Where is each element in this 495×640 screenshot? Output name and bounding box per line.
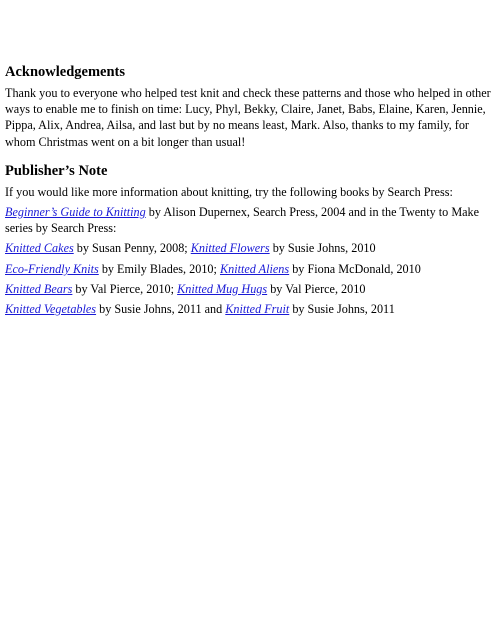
book-line-text: by Val Pierce, 2010 bbox=[267, 281, 366, 296]
link-knitted-fruit[interactable]: Knitted Fruit bbox=[225, 302, 290, 317]
link-eco-friendly-knits[interactable]: Eco-Friendly Knits bbox=[5, 261, 99, 276]
acknowledgements-heading: Acknowledgements bbox=[5, 64, 126, 80]
publishers-note-section bbox=[5, 162, 491, 317]
book-line-text: by Emily Blades, 2010; bbox=[98, 261, 220, 276]
acknowledgements-section bbox=[5, 63, 491, 150]
book-line-vegetables-fruit bbox=[5, 301, 491, 317]
book-line-text: by Susan Penny, 2008; bbox=[73, 241, 191, 256]
book-line-text: by Alison Dupernex, Search Press, 2004 and in the Twenty to Make series by Search Press: bbox=[5, 205, 480, 236]
link-knitted-cakes[interactable]: Knitted Cakes bbox=[5, 241, 74, 256]
link-knitted-vegetables[interactable]: Knitted Vegetables bbox=[5, 302, 97, 317]
link-knitted-flowers[interactable]: Knitted Flowers bbox=[190, 241, 270, 256]
book-line-text: by Susie Johns, 2010 bbox=[269, 241, 376, 256]
link-knitted-mug-hugs[interactable]: Knitted Mug Hugs bbox=[177, 281, 268, 296]
acknowledgements-body: Thank you to everyone who helped test knit and check these patterns and those who helped in other ways to enable me to finish on time: Lucy, Phyl, Bekky, Claire, Janet, Babs, Elaine, Karen, Jennie, Pippa, Alix, Andrea, Ailsa, and last but by no means least, Mark. Also, thanks to my family, for whom Christmas went on a bit longer than usual! bbox=[5, 86, 491, 149]
publishers-note-intro: If you would like more information about knitting, try the following books by Search Press: bbox=[5, 184, 453, 199]
link-beginners-guide-to-knitting[interactable]: Beginner’s Guide to Knitting bbox=[5, 205, 146, 220]
book-line-beginners-guide bbox=[5, 204, 491, 236]
publishers-note-heading: Publisher’s Note bbox=[5, 162, 108, 179]
book-line-text: by Susie Johns, 2011 and bbox=[96, 302, 226, 317]
document-page bbox=[5, 63, 491, 321]
book-line-text: by Fiona McDonald, 2010 bbox=[289, 261, 421, 276]
link-knitted-bears[interactable]: Knitted Bears bbox=[5, 281, 73, 296]
book-line-eco-aliens bbox=[5, 261, 491, 277]
book-line-bears-mug-hugs bbox=[5, 281, 491, 297]
book-line-text: by Val Pierce, 2010; bbox=[72, 281, 178, 296]
book-line-cakes-flowers bbox=[5, 240, 491, 256]
link-knitted-aliens[interactable]: Knitted Aliens bbox=[219, 261, 290, 276]
book-line-text: by Susie Johns, 2011 bbox=[289, 302, 395, 317]
